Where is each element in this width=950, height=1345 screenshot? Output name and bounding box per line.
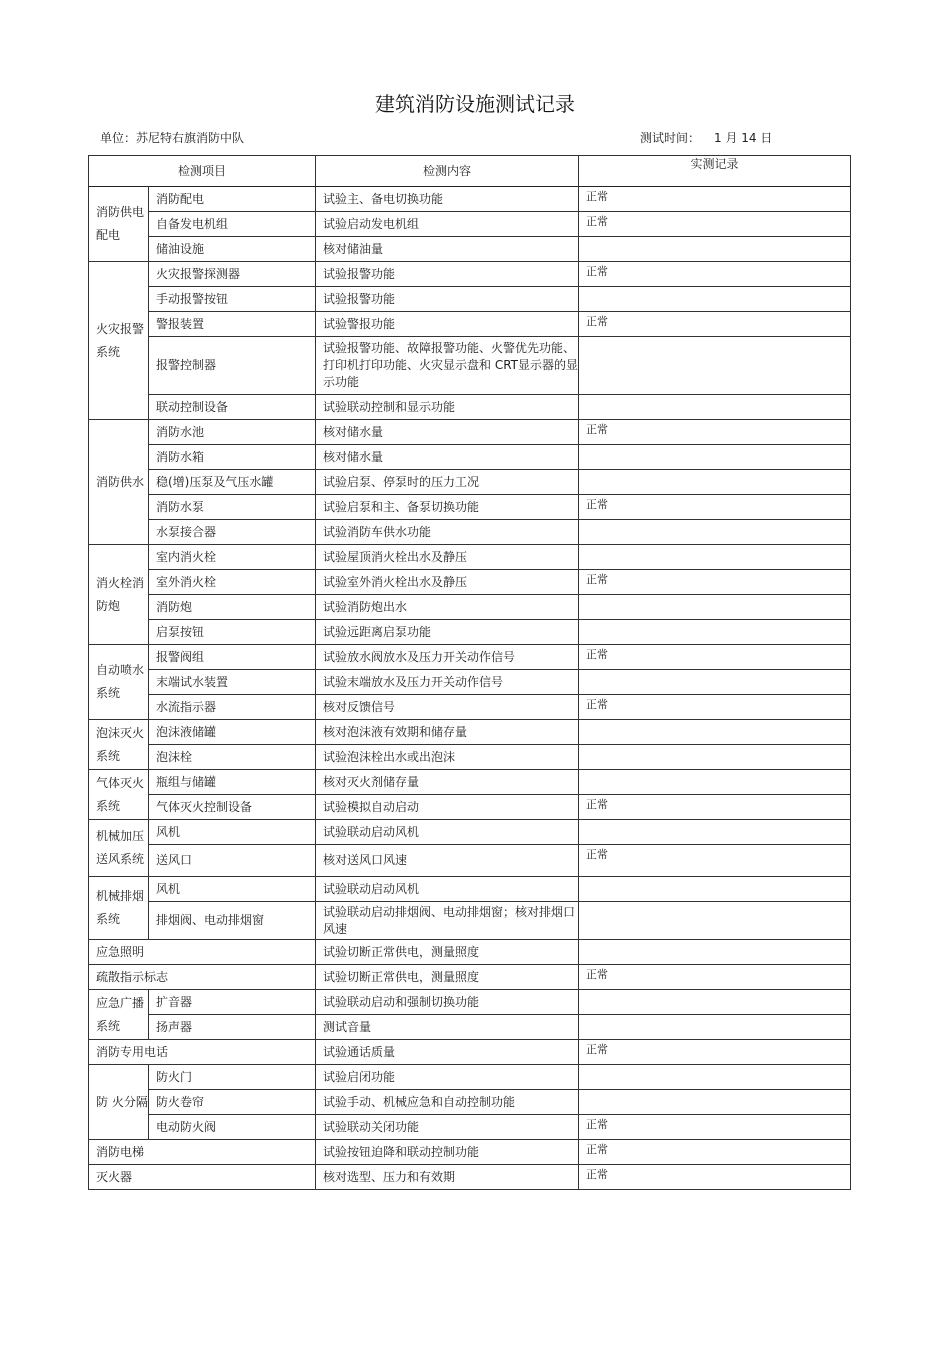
group-label: 气体灭火系统 bbox=[89, 770, 149, 820]
test-time-label: 测试时间： bbox=[640, 131, 701, 145]
row-item: 泡沫栓 bbox=[149, 745, 316, 770]
row-result bbox=[579, 902, 851, 940]
row-result: 正常 bbox=[579, 845, 851, 877]
table-row bbox=[89, 1090, 851, 1115]
row-item: 消防水池 bbox=[149, 420, 316, 445]
row-content: 试验联动启动风机 bbox=[316, 877, 579, 902]
table-row bbox=[89, 1115, 851, 1140]
row-result bbox=[579, 545, 851, 570]
table-row bbox=[89, 212, 851, 237]
table-row bbox=[89, 877, 851, 902]
row-content: 试验启泵和主、备泵切换功能 bbox=[316, 495, 579, 520]
table-row bbox=[89, 745, 851, 770]
row-item: 瓶组与储罐 bbox=[149, 770, 316, 795]
row-result: 正常 bbox=[579, 420, 851, 445]
row-item: 风机 bbox=[149, 820, 316, 845]
row-result bbox=[579, 877, 851, 902]
row-content: 试验启闭功能 bbox=[316, 1065, 579, 1090]
table-row bbox=[89, 495, 851, 520]
table-row bbox=[89, 620, 851, 645]
row-content: 试验切断正常供电，测量照度 bbox=[316, 965, 579, 990]
row-content: 试验切断正常供电，测量照度 bbox=[316, 940, 579, 965]
row-content: 试验主、备电切换功能 bbox=[316, 187, 579, 212]
table-row bbox=[89, 1015, 851, 1040]
row-item: 消防电梯 bbox=[89, 1140, 316, 1165]
group-label: 机械排烟系统 bbox=[89, 877, 149, 940]
table-row bbox=[89, 445, 851, 470]
test-time-value: 1 月 14 日 bbox=[714, 131, 773, 145]
row-content: 试验联动启动和强制切换功能 bbox=[316, 990, 579, 1015]
row-result bbox=[579, 670, 851, 695]
test-time bbox=[640, 129, 772, 146]
row-content: 核对反馈信号 bbox=[316, 695, 579, 720]
table-row bbox=[89, 902, 851, 940]
row-item: 火灾报警探测器 bbox=[149, 262, 316, 287]
row-item: 风机 bbox=[149, 877, 316, 902]
header-item: 检测项目 bbox=[89, 156, 316, 187]
row-content: 核对储水量 bbox=[316, 445, 579, 470]
table-row bbox=[89, 820, 851, 845]
row-item: 排烟阀、电动排烟窗 bbox=[149, 902, 316, 940]
table-row bbox=[89, 595, 851, 620]
table-row bbox=[89, 470, 851, 495]
row-item: 防火门 bbox=[149, 1065, 316, 1090]
row-result: 正常 bbox=[579, 1140, 851, 1165]
row-item: 联动控制设备 bbox=[149, 395, 316, 420]
table-row bbox=[89, 395, 851, 420]
row-result bbox=[579, 720, 851, 745]
row-item: 室内消火栓 bbox=[149, 545, 316, 570]
row-content: 试验报警功能 bbox=[316, 287, 579, 312]
row-item: 末端试水装置 bbox=[149, 670, 316, 695]
row-result bbox=[579, 595, 851, 620]
row-result: 正常 bbox=[579, 965, 851, 990]
row-content: 核对泡沫液有效期和储存量 bbox=[316, 720, 579, 745]
row-result bbox=[579, 287, 851, 312]
row-item: 泡沫液储罐 bbox=[149, 720, 316, 745]
row-result bbox=[579, 990, 851, 1015]
row-content: 试验按钮迫降和联动控制功能 bbox=[316, 1140, 579, 1165]
row-result: 正常 bbox=[579, 570, 851, 595]
row-result bbox=[579, 1015, 851, 1040]
row-item: 气体灭火控制设备 bbox=[149, 795, 316, 820]
table-row bbox=[89, 645, 851, 670]
row-item: 储油设施 bbox=[149, 237, 316, 262]
group-label: 机械加压送风系统 bbox=[89, 820, 149, 877]
table-row bbox=[89, 940, 851, 965]
row-item: 水泵接合器 bbox=[149, 520, 316, 545]
row-item: 手动报警按钮 bbox=[149, 287, 316, 312]
row-content: 试验报警功能 bbox=[316, 262, 579, 287]
table-row bbox=[89, 1165, 851, 1190]
row-item: 消防炮 bbox=[149, 595, 316, 620]
row-content: 试验屋顶消火栓出水及静压 bbox=[316, 545, 579, 570]
row-item: 送风口 bbox=[149, 845, 316, 877]
row-item: 电动防火阀 bbox=[149, 1115, 316, 1140]
row-content: 试验启动发电机组 bbox=[316, 212, 579, 237]
test-record-table bbox=[88, 155, 851, 1190]
row-item: 消防专用电话 bbox=[89, 1040, 316, 1065]
row-content: 测试音量 bbox=[316, 1015, 579, 1040]
row-content: 试验联动启动排烟阀、电动排烟窗；核对排烟口风速 bbox=[316, 902, 579, 940]
group-label: 自动喷水系统 bbox=[89, 645, 149, 720]
row-item: 消防水箱 bbox=[149, 445, 316, 470]
group-label: 泡沫灭火系统 bbox=[89, 720, 149, 770]
table-row bbox=[89, 720, 851, 745]
row-item: 启泵按钮 bbox=[149, 620, 316, 645]
row-item: 消防配电 bbox=[149, 187, 316, 212]
row-content: 核对送风口风速 bbox=[316, 845, 579, 877]
row-content: 试验末端放水及压力开关动作信号 bbox=[316, 670, 579, 695]
table-row bbox=[89, 1040, 851, 1065]
table-row bbox=[89, 545, 851, 570]
row-result: 正常 bbox=[579, 262, 851, 287]
row-content: 试验泡沫栓出水或出泡沫 bbox=[316, 745, 579, 770]
row-content: 试验启泵、停泵时的压力工况 bbox=[316, 470, 579, 495]
table-row bbox=[89, 520, 851, 545]
table-row bbox=[89, 695, 851, 720]
row-result bbox=[579, 820, 851, 845]
row-content: 试验联动控制和显示功能 bbox=[316, 395, 579, 420]
table-row bbox=[89, 237, 851, 262]
unit-label: 单位：苏尼特右旗消防中队 bbox=[100, 131, 245, 145]
row-result bbox=[579, 237, 851, 262]
row-content: 核对储油量 bbox=[316, 237, 579, 262]
table-row bbox=[89, 262, 851, 287]
row-result: 正常 bbox=[579, 695, 851, 720]
table-row bbox=[89, 965, 851, 990]
row-item: 水流指示器 bbox=[149, 695, 316, 720]
table-row bbox=[89, 187, 851, 212]
row-item: 扬声器 bbox=[149, 1015, 316, 1040]
row-item: 扩音器 bbox=[149, 990, 316, 1015]
row-item: 室外消火栓 bbox=[149, 570, 316, 595]
row-result bbox=[579, 470, 851, 495]
row-result bbox=[579, 940, 851, 965]
group-label: 防 火分隔 bbox=[89, 1065, 149, 1140]
row-result bbox=[579, 620, 851, 645]
header-content: 检测内容 bbox=[316, 156, 579, 187]
row-content: 试验消防炮出水 bbox=[316, 595, 579, 620]
row-result: 正常 bbox=[579, 1115, 851, 1140]
row-item: 消防水泵 bbox=[149, 495, 316, 520]
header-result: 实测记录 bbox=[579, 156, 851, 187]
row-item: 报警阀组 bbox=[149, 645, 316, 670]
row-item: 疏散指示标志 bbox=[89, 965, 316, 990]
row-content: 核对储水量 bbox=[316, 420, 579, 445]
group-label: 应急广播系统 bbox=[89, 990, 149, 1040]
row-result bbox=[579, 745, 851, 770]
row-result: 正常 bbox=[579, 312, 851, 337]
page-title: 建筑消防设施测试记录 bbox=[375, 92, 575, 116]
row-result: 正常 bbox=[579, 795, 851, 820]
row-item: 应急照明 bbox=[89, 940, 316, 965]
row-content: 试验警报功能 bbox=[316, 312, 579, 337]
row-result: 正常 bbox=[579, 1040, 851, 1065]
row-content: 试验室外消火栓出水及静压 bbox=[316, 570, 579, 595]
group-label: 消火栓消防炮 bbox=[89, 545, 149, 645]
row-item: 稳(增)压泵及气压水罐 bbox=[149, 470, 316, 495]
row-item: 防火卷帘 bbox=[149, 1090, 316, 1115]
row-item: 警报装置 bbox=[149, 312, 316, 337]
table-row bbox=[89, 312, 851, 337]
row-result: 正常 bbox=[579, 645, 851, 670]
table-row bbox=[89, 420, 851, 445]
table-row bbox=[89, 845, 851, 877]
row-result bbox=[579, 395, 851, 420]
table-row bbox=[89, 337, 851, 395]
row-result bbox=[579, 520, 851, 545]
row-content: 试验报警功能、故障报警功能、火警优先功能、打印机打印功能、火灾显示盘和 CRT显示器的显示功能 bbox=[316, 337, 579, 395]
row-content: 试验模拟自动启动 bbox=[316, 795, 579, 820]
table-row bbox=[89, 1140, 851, 1165]
row-result bbox=[579, 445, 851, 470]
table-row bbox=[89, 795, 851, 820]
row-result: 正常 bbox=[579, 1165, 851, 1190]
row-content: 试验联动关闭功能 bbox=[316, 1115, 579, 1140]
table-row bbox=[89, 990, 851, 1015]
row-result bbox=[579, 337, 851, 395]
group-label: 火灾报警系统 bbox=[89, 262, 149, 420]
table-row bbox=[89, 770, 851, 795]
row-result bbox=[579, 770, 851, 795]
row-content: 核对灭火剂储存量 bbox=[316, 770, 579, 795]
table-row bbox=[89, 570, 851, 595]
table-row bbox=[89, 287, 851, 312]
row-content: 试验远距离启泵功能 bbox=[316, 620, 579, 645]
row-result: 正常 bbox=[579, 495, 851, 520]
row-content: 试验通话质量 bbox=[316, 1040, 579, 1065]
row-content: 核对选型、压力和有效期 bbox=[316, 1165, 579, 1190]
table-row bbox=[89, 670, 851, 695]
row-item: 灭火器 bbox=[89, 1165, 316, 1190]
row-content: 试验放水阀放水及压力开关动作信号 bbox=[316, 645, 579, 670]
row-content: 试验手动、机械应急和自动控制功能 bbox=[316, 1090, 579, 1115]
row-item: 报警控制器 bbox=[149, 337, 316, 395]
row-result bbox=[579, 1090, 851, 1115]
row-content: 试验联动启动风机 bbox=[316, 820, 579, 845]
group-label: 消防供水 bbox=[89, 420, 149, 545]
row-item: 自备发电机组 bbox=[149, 212, 316, 237]
row-content: 试验消防车供水功能 bbox=[316, 520, 579, 545]
row-result: 正常 bbox=[579, 212, 851, 237]
row-result: 正常 bbox=[579, 187, 851, 212]
table-header-row bbox=[89, 156, 851, 187]
table-row bbox=[89, 1065, 851, 1090]
group-label: 消防供电 配电 bbox=[89, 187, 149, 262]
row-result bbox=[579, 1065, 851, 1090]
